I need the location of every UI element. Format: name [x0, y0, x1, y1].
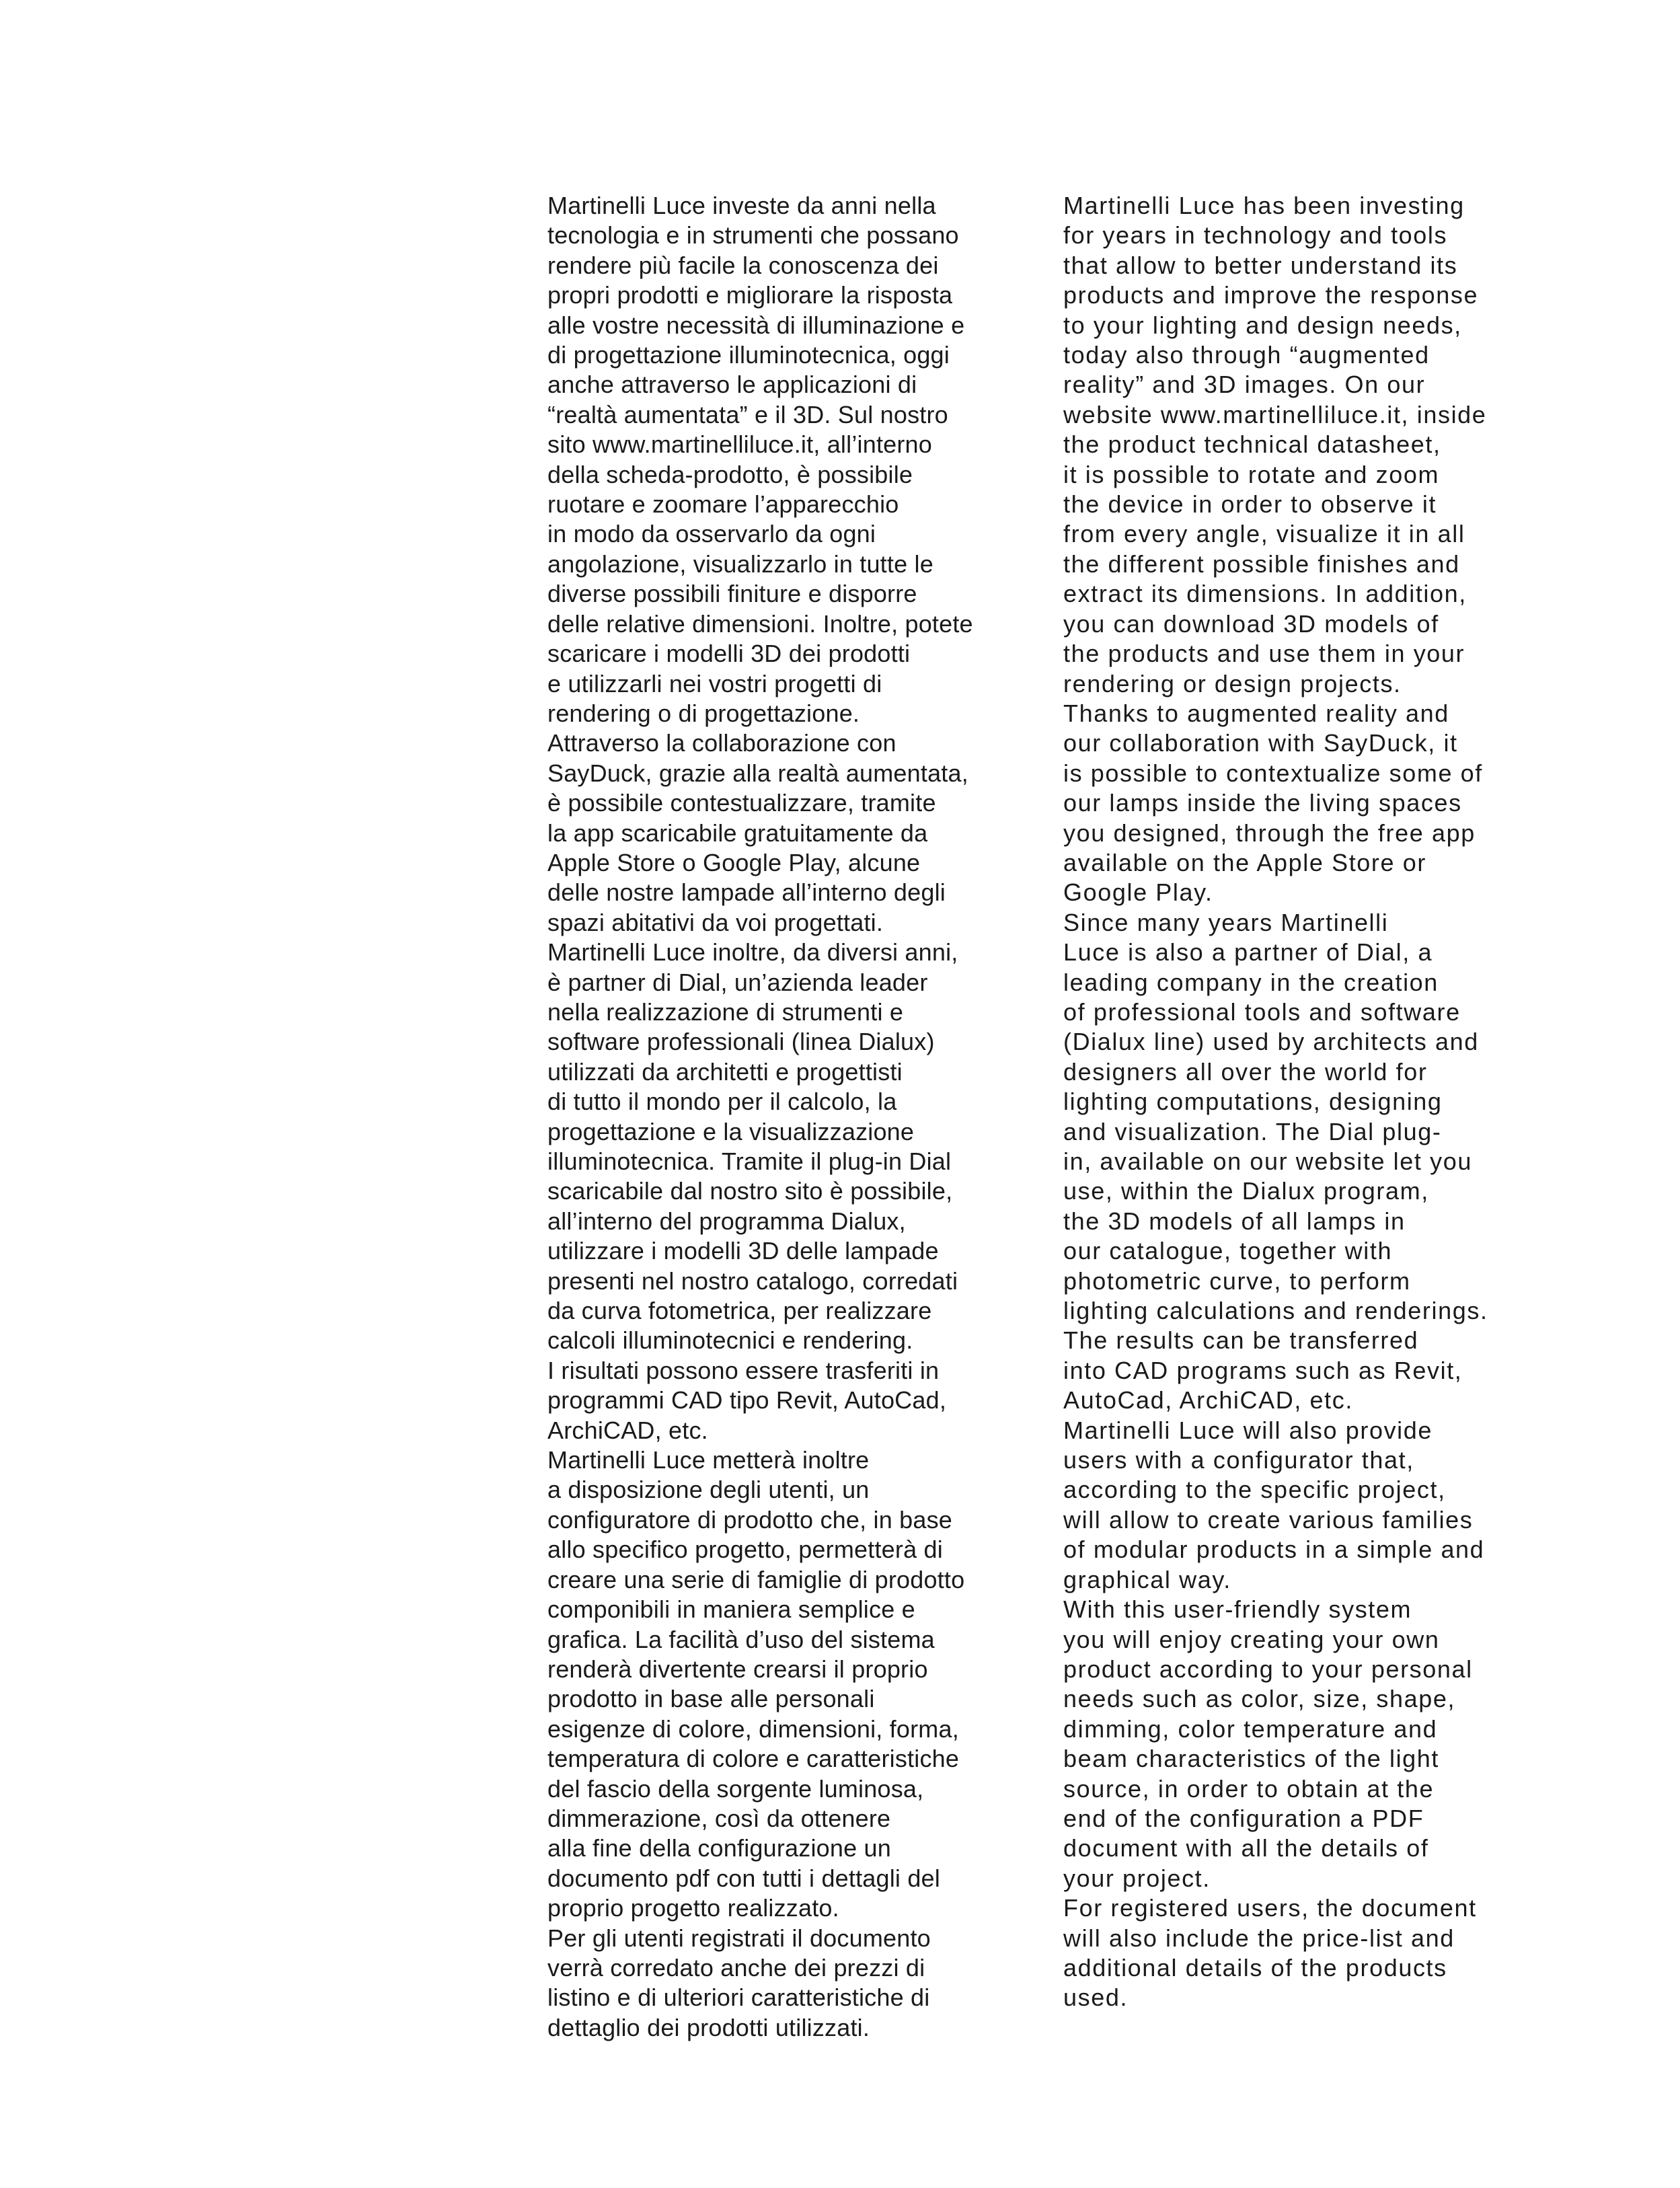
text-line: diverse possibili finiture e disporre [547, 580, 917, 608]
text-line: scaricabile dal nostro sito è possibile, [547, 1177, 953, 1205]
text-line: AutoCad, ArchiCAD, etc. [1063, 1386, 1353, 1414]
text-line: extract its dimensions. In addition, [1063, 580, 1467, 608]
text-line: products and improve the response [1063, 281, 1479, 309]
text-line: you designed, through the free app [1063, 819, 1476, 847]
text-line: Since many years Martinelli [1063, 908, 1389, 936]
text-line: a disposizione degli utenti, un [547, 1476, 870, 1504]
text-line: our catalogue, together with [1063, 1237, 1393, 1265]
text-line: for years in technology and tools [1063, 221, 1448, 250]
text-line: di tutto il mondo per il calcolo, la [547, 1088, 897, 1116]
text-line: sito www.martinelliluce.it, all’interno [547, 430, 933, 459]
text-line: I risultati possono essere trasferiti in [547, 1356, 940, 1384]
text-line: product according to your personal [1063, 1655, 1473, 1683]
text-line: “realtà aumentata” e il 3D. Sul nostro [547, 400, 948, 428]
text-line: end of the configuration a PDF [1063, 1804, 1424, 1832]
text-line: software professionali (linea Dialux) [547, 1028, 935, 1056]
text-line: in modo da osservarlo da ogni [547, 520, 876, 548]
text-line: is possible to contextualize some of [1063, 759, 1483, 787]
text-line: creare una serie di famiglie di prodotto [547, 1565, 965, 1593]
text-line: to your lighting and design needs, [1063, 311, 1462, 339]
text-line: temperatura di colore e caratteristiche [547, 1745, 960, 1773]
text-line: your project. [1063, 1864, 1211, 1892]
text-line: the products and use them in your [1063, 640, 1465, 668]
text-line: website www.martinelliluce.it, inside [1063, 400, 1487, 428]
text-line: Martinelli Luce has been investing [1063, 192, 1465, 219]
text-line: Martinelli Luce will also provide [1063, 1416, 1433, 1444]
text-line: delle relative dimensioni. Inoltre, potete [547, 609, 973, 638]
text-line: graphical way. [1063, 1565, 1231, 1593]
text-line: in, available on our website let you [1063, 1147, 1472, 1175]
text-line: the 3D models of all lamps in [1063, 1207, 1406, 1235]
text-line: utilizzare i modelli 3D delle lampade [547, 1237, 939, 1265]
text-line: Attraverso la collaborazione con [547, 729, 896, 757]
text-line: lighting computations, designing [1063, 1088, 1443, 1116]
text-line: programmi CAD tipo Revit, AutoCad, [547, 1386, 947, 1414]
text-line: Martinelli Luce investe da anni nella [547, 192, 936, 219]
text-line: users with a configurator that, [1063, 1446, 1414, 1474]
text-line: into CAD programs such as Revit, [1063, 1356, 1463, 1384]
text-line: prodotto in base alle personali [547, 1685, 875, 1713]
text-line: componibili in maniera semplice e [547, 1595, 915, 1624]
text-line: photometric curve, to perform [1063, 1267, 1411, 1295]
text-line: from every angle, visualize it in all [1063, 520, 1465, 548]
text-line: For registered users, the document [1063, 1894, 1477, 1922]
text-line: SayDuck, grazie alla realtà aumentata, [547, 759, 968, 787]
text-line: illuminotecnica. Tramite il plug-in Dial [547, 1147, 952, 1175]
text-line: del fascio della sorgente luminosa, [547, 1774, 924, 1803]
text-line: dimmerazione, così da ottenere [547, 1804, 891, 1832]
text-line: the device in order to observe it [1063, 490, 1437, 519]
text-line: you will enjoy creating your own [1063, 1625, 1440, 1653]
text-line: allo specifico progetto, permetterà di [547, 1536, 943, 1564]
text-line: Martinelli Luce metterà inoltre [547, 1446, 870, 1474]
text-line: Thanks to augmented reality and [1063, 699, 1449, 727]
italian-text-column [547, 191, 973, 2043]
text-line: anche attraverso le applicazioni di [547, 371, 917, 399]
text-line: e utilizzarli nei vostri progetti di [547, 669, 882, 697]
text-line: la app scaricabile gratuitamente da [547, 819, 928, 847]
text-line: spazi abitativi da voi progettati. [547, 908, 884, 936]
text-line: tecnologia e in strumenti che possano [547, 221, 959, 250]
text-line: beam characteristics of the light [1063, 1745, 1440, 1773]
text-line: that allow to better understand its [1063, 251, 1458, 279]
text-line: renderà divertente crearsi il proprio [547, 1655, 928, 1683]
text-line: With this user-friendly system [1063, 1595, 1412, 1624]
text-line: Martinelli Luce inoltre, da diversi anni, [547, 938, 958, 967]
text-line: calcoli illuminotecnici e rendering. [547, 1326, 913, 1355]
text-line: esigenze di colore, dimensioni, forma, [547, 1714, 959, 1743]
text-line: propri prodotti e migliorare la risposta [547, 281, 953, 309]
text-line: document with all the details of [1063, 1834, 1429, 1862]
text-line: reality” and 3D images. On our [1063, 371, 1426, 399]
text-line: utilizzati da architetti e progettisti [547, 1057, 903, 1086]
text-line: di progettazione illuminotecnica, oggi [547, 341, 950, 369]
text-line: alla fine della configurazione un [547, 1834, 891, 1862]
text-line: Luce is also a partner of Dial, a [1063, 938, 1433, 967]
text-line: the different possible finishes and [1063, 550, 1460, 578]
text-line: ArchiCAD, etc. [547, 1416, 708, 1444]
text-line: documento pdf con tutti i dettagli del [547, 1864, 940, 1892]
text-line: è partner di Dial, un’azienda leader [547, 968, 928, 996]
text-line: progettazione e la visualizzazione [547, 1117, 915, 1145]
text-line: our collaboration with SayDuck, it [1063, 729, 1458, 757]
text-line: today also through “augmented [1063, 341, 1430, 369]
text-line: it is possible to rotate and zoom [1063, 460, 1440, 488]
text-line: The results can be transferred [1063, 1326, 1419, 1355]
text-line: designers all over the world for [1063, 1057, 1428, 1086]
text-line: you can download 3D models of [1063, 609, 1439, 638]
text-line: grafica. La facilità d’uso del sistema [547, 1625, 935, 1653]
text-line: will allow to create various families [1063, 1505, 1474, 1534]
text-line: source, in order to obtain at the [1063, 1774, 1435, 1803]
text-line: scaricare i modelli 3D dei prodotti [547, 640, 911, 668]
text-line: angolazione, visualizzarlo in tutte le [547, 550, 933, 578]
text-line: verrà corredato anche dei prezzi di [547, 1953, 925, 1982]
text-line: delle nostre lampade all’interno degli [547, 878, 946, 907]
text-line: Apple Store o Google Play, alcune [547, 848, 921, 876]
text-line: leading company in the creation [1063, 968, 1439, 996]
text-line: rendere più facile la conoscenza dei [547, 251, 939, 279]
text-line: lighting calculations and renderings. [1063, 1297, 1488, 1325]
text-line: proprio progetto realizzato. [547, 1894, 839, 1922]
text-line: of professional tools and software [1063, 997, 1461, 1026]
text-line: our lamps inside the living spaces [1063, 789, 1462, 817]
text-line: è possibile contestualizzare, tramite [547, 789, 936, 817]
text-line: all’interno del programma Dialux, [547, 1207, 906, 1235]
text-line: rendering or design projects. [1063, 669, 1402, 697]
text-line: needs such as color, size, shape, [1063, 1685, 1456, 1713]
text-line: and visualization. The Dial plug- [1063, 1117, 1442, 1145]
text-line: listino e di ulteriori caratteristiche di [547, 1984, 930, 2012]
text-line: additional details of the products [1063, 1953, 1447, 1982]
english-text-column [1063, 191, 1488, 2013]
text-line: of modular products in a simple and [1063, 1536, 1485, 1564]
text-line: use, within the Dialux program, [1063, 1177, 1429, 1205]
text-line: according to the specific project, [1063, 1476, 1446, 1504]
text-line: configuratore di prodotto che, in base [547, 1505, 952, 1534]
text-line: della scheda-prodotto, è possibile [547, 460, 913, 488]
text-line: dettaglio dei prodotti utilizzati. [547, 2013, 870, 2041]
text-line: rendering o di progettazione. [547, 699, 860, 727]
text-line: dimming, color temperature and [1063, 1714, 1438, 1743]
text-line: Google Play. [1063, 878, 1213, 907]
text-line: ruotare e zoomare l’apparecchio [547, 490, 899, 519]
text-line: Per gli utenti registrati il documento [547, 1924, 931, 1952]
text-line: (Dialux line) used by architects and [1063, 1028, 1479, 1056]
text-line: the product technical datasheet, [1063, 430, 1441, 459]
text-line: available on the Apple Store or [1063, 848, 1426, 876]
text-line: alle vostre necessità di illuminazione e [547, 311, 965, 339]
text-line: used. [1063, 1984, 1129, 2012]
text-line: will also include the price-list and [1063, 1924, 1455, 1952]
text-line: nella realizzazione di strumenti e [547, 997, 904, 1026]
text-line: da curva fotometrica, per realizzare [547, 1297, 932, 1325]
text-line: presenti nel nostro catalogo, corredati [547, 1267, 958, 1295]
